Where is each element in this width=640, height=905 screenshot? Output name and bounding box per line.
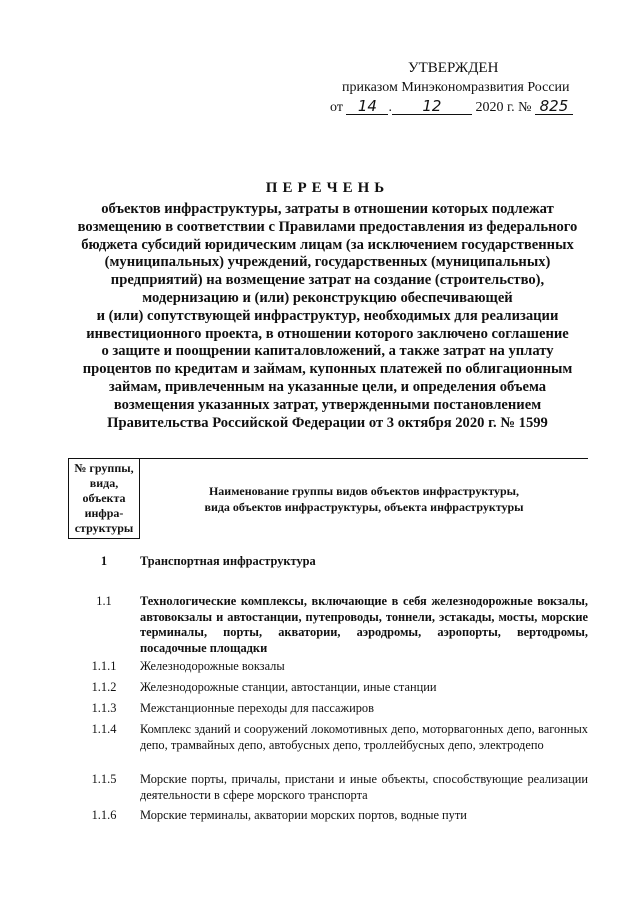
subtitle-line: и (или) сопутствующей инфраструктур, необходимых для реализации bbox=[96, 307, 559, 324]
subtitle-line: займам, привлеченным на указанные цели, и определения объема bbox=[108, 378, 547, 395]
subtitle-line: Правительства Российской Федерации от 3 октября 2020 г. № 1599 bbox=[107, 414, 548, 431]
item-number: 1.1.3 bbox=[91, 701, 117, 715]
list-item bbox=[68, 808, 588, 824]
subtitle-line: возмещению в соответствии с Правилами предоставления из федерального bbox=[77, 218, 578, 235]
subtitle-line: инвестиционного проекта, в отношении которого заключено соглашение bbox=[86, 325, 569, 342]
subtitle-line: о защите и поощрении капиталовложений, а также затрат на уплату bbox=[101, 343, 554, 360]
item-text: Комплекс зданий и сооружений локомотивных депо, моторвагонных депо, вагонных депо, трамвайных депо, автобусных депо, троллейбусных депо, электродепо bbox=[140, 722, 588, 752]
list-item bbox=[68, 680, 588, 696]
subtitle-line: возмещения указанных затрат, утвержденными постановлением bbox=[113, 396, 542, 413]
date-month: 12 bbox=[392, 98, 472, 115]
item-text: Морские порты, причалы, пристани и иные объекты, способствующие реализации деятельности в сфере морского транспорта bbox=[140, 772, 588, 802]
approval-block bbox=[330, 58, 600, 118]
header-name-line: Наименование группы видов объектов инфраструктуры, bbox=[208, 483, 520, 498]
list-item bbox=[68, 722, 588, 753]
subtitle-line: предприятий) на возмещение затрат на создание (строительство), bbox=[110, 272, 545, 289]
header-number-column bbox=[69, 459, 140, 539]
item-text: Железнодорожные вокзалы bbox=[140, 659, 285, 673]
header-name-line: вида объектов инфраструктуры, объекта инфраструктуры bbox=[204, 499, 524, 514]
order-number: 825 bbox=[535, 98, 573, 115]
item-number: 1.1.6 bbox=[91, 808, 117, 822]
document-title: ПЕРЕЧЕНЬ bbox=[265, 180, 390, 196]
from-label: от bbox=[330, 100, 343, 115]
subtitle-line: бюджета субсидий юридическим лицам (за исключением государственных bbox=[81, 236, 574, 253]
date-day: 14 bbox=[346, 98, 388, 115]
item-text: Железнодорожные станции, автостанции, иные станции bbox=[140, 680, 437, 694]
table-header bbox=[68, 458, 588, 539]
year-label: 2020 г. № bbox=[475, 100, 532, 115]
approval-date-line bbox=[330, 98, 600, 118]
item-text: Транспортная инфраструктура bbox=[140, 554, 316, 568]
list-item bbox=[68, 659, 588, 675]
item-text: Технологические комплексы, включающие в себя железнодорожные вокзалы, автовокзалы и автостанции, путепроводы, тоннели, эстакады, мосты, морские терминалы, порты, акватории, аэродромы, аэропорты, вертодромы, посадочные площадки bbox=[140, 594, 588, 655]
list-item bbox=[68, 772, 588, 803]
item-number: 1.1.4 bbox=[91, 722, 117, 736]
approval-order-line: приказом Минэкономразвития России bbox=[342, 80, 570, 95]
list-item bbox=[68, 701, 588, 717]
header-number-line: объекта bbox=[82, 491, 126, 505]
document-heading bbox=[60, 180, 595, 432]
header-name-column bbox=[140, 459, 589, 539]
header-number-line: № группы, bbox=[74, 461, 134, 475]
list-item bbox=[68, 594, 588, 656]
subtitle-line: процентов по кредитам и займам, купонных платежей по облигационным bbox=[82, 361, 573, 378]
approval-title: УТВЕРЖДЕН bbox=[408, 60, 499, 76]
document-subtitle bbox=[60, 201, 595, 432]
item-number: 1.1.2 bbox=[91, 680, 117, 694]
list-item bbox=[68, 554, 588, 570]
item-number: 1.1.1 bbox=[91, 659, 117, 673]
date-separator: . bbox=[388, 100, 392, 115]
header-number-line: инфра- bbox=[84, 506, 124, 520]
header-number-line: структуры bbox=[74, 521, 134, 535]
item-number: 1 bbox=[100, 554, 108, 568]
item-text: Межстанционные переходы для пассажиров bbox=[140, 701, 374, 715]
subtitle-line: (муниципальных) учреждений, государственных (муниципальных) bbox=[104, 254, 551, 271]
header-number-line: вида, bbox=[89, 476, 119, 490]
subtitle-line: объектов инфраструктуры, затраты в отношении которых подлежат bbox=[101, 201, 554, 217]
item-text: Морские терминалы, акватории морских портов, водные пути bbox=[140, 808, 467, 822]
item-number: 1.1 bbox=[96, 594, 112, 608]
item-number: 1.1.5 bbox=[91, 772, 117, 786]
subtitle-line: модернизацию и (или) реконструкцию обеспечивающей bbox=[142, 289, 513, 306]
